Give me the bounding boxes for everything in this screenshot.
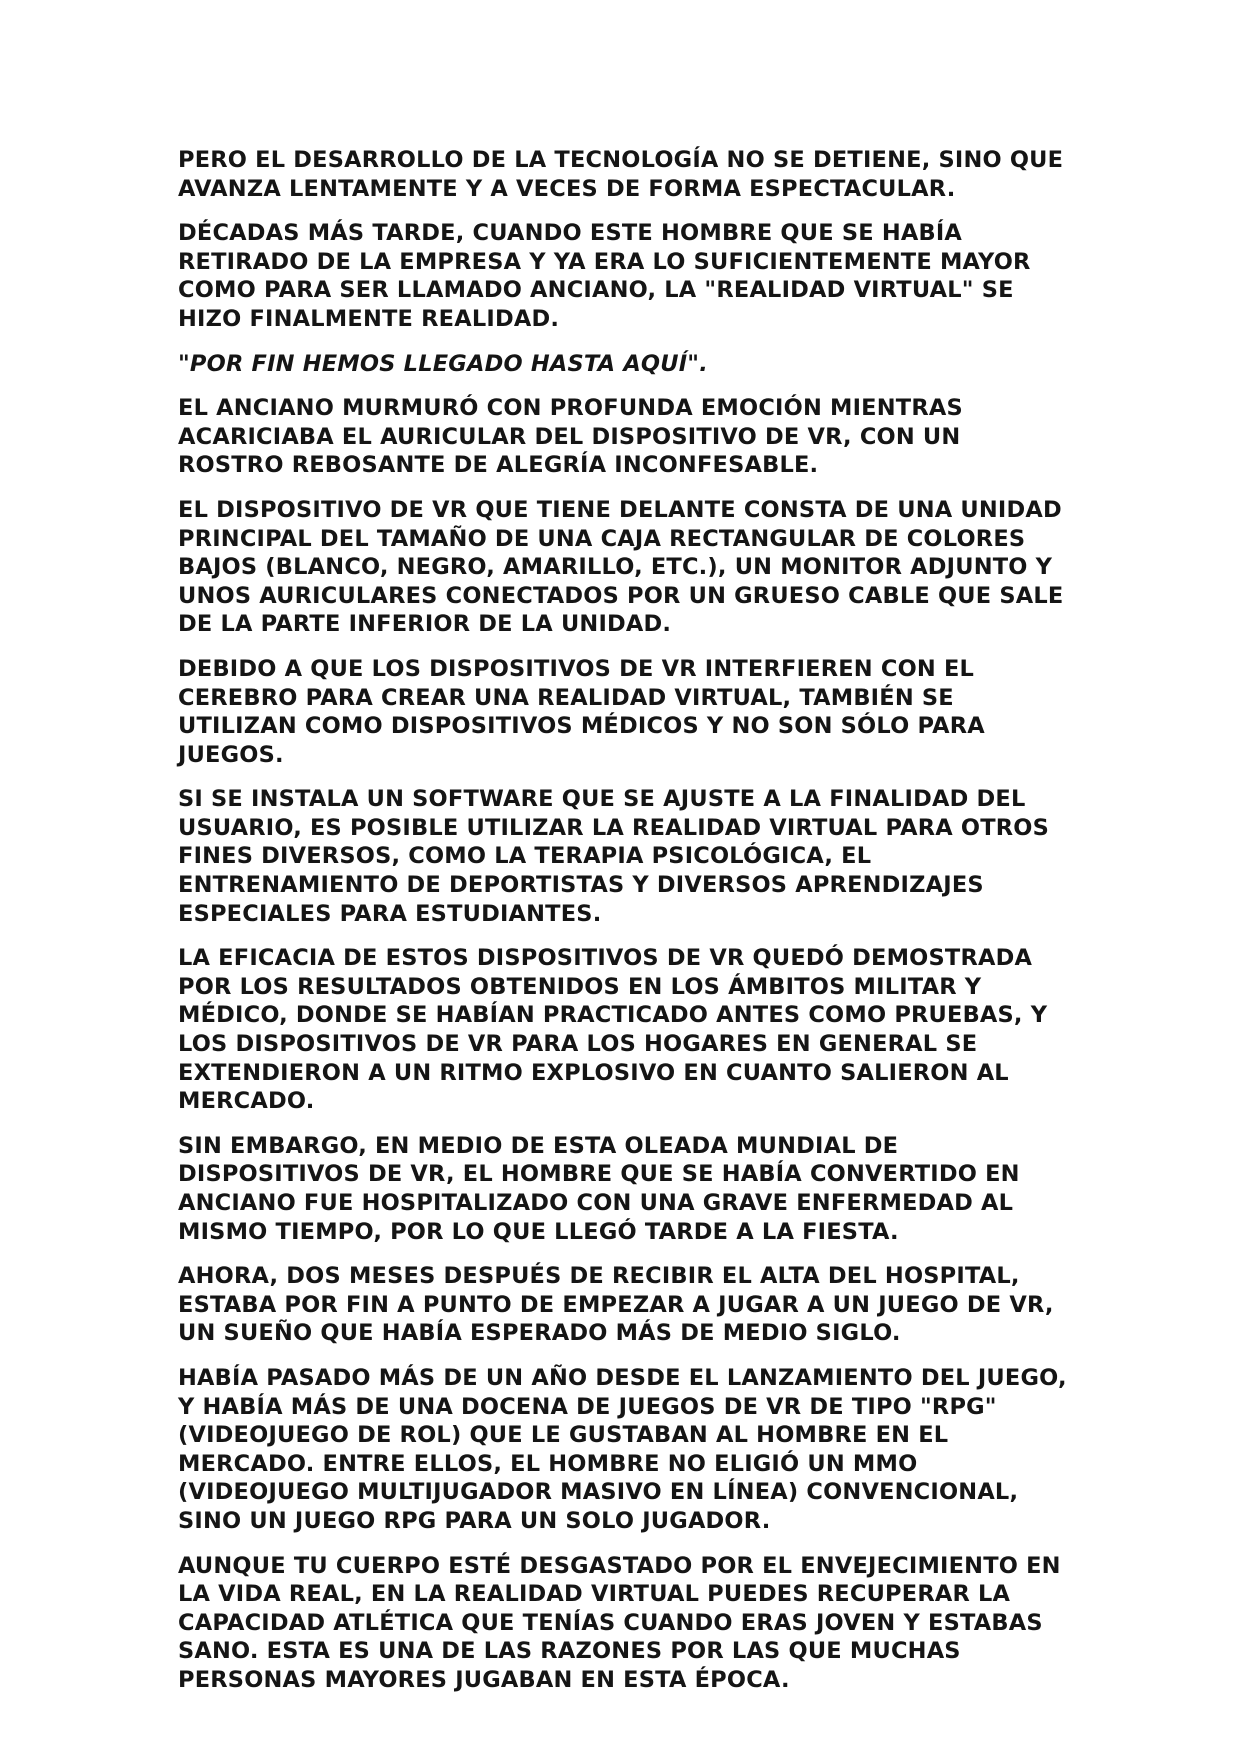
paragraph-7: SI SE INSTALA UN SOFTWARE QUE SE AJUSTE A LA FINALIDAD DEL USUARIO, ES POSIBLE UTILIZAR LA REALIDAD VIRTUAL PARA OTROS FINES DIVERSOS, COMO LA TERAPIA PSICOLÓGICA, EL ENTRENAMIENTO DE DEPORTISTAS Y DIVERSOS APRENDIZAJES ESPECIALES PARA ESTUDIANTES. [178,786,1050,927]
paragraph-8: LA EFICACIA DE ESTOS DISPOSITIVOS DE VR QUEDÓ DEMOSTRADA POR LOS RESULTADOS OBTENIDOS EN LOS ÁMBITOS MILITAR Y MÉDICO, DONDE SE HABÍAN PRACTICADO ANTES COMO PRUEBAS, Y LOS DISPOSITIVOS DE VR PARA LOS HOGARES EN GENERAL SE EXTENDIERON A UN RITMO EXPLOSIVO EN CUANTO SALIERON AL MERCADO. [178,945,1048,1115]
body-text [178,146,1073,1711]
paragraph-1: PERO EL DESARROLLO DE LA TECNOLOGÍA NO SE DETIENE, SINO QUE AVANZA LENTAMENTE Y A VECES DE FORMA ESPECTACULAR. [178,147,1064,202]
paragraph-3-quote: "POR FIN HEMOS LLEGADO HASTA AQUÍ". [178,350,708,377]
paragraph-6: DEBIDO A QUE LOS DISPOSITIVOS DE VR INTERFIEREN CON EL CEREBRO PARA CREAR UNA REALIDAD VIRTUAL, TAMBIÉN SE UTILIZAN COMO DISPOSITIVOS MÉDICOS Y NO SON SÓLO PARA JUEGOS. [178,655,985,768]
paragraph-5: EL DISPOSITIVO DE VR QUE TIENE DELANTE CONSTA DE UNA UNIDAD PRINCIPAL DEL TAMAÑO DE UNA CAJA RECTANGULAR DE COLORES BAJOS (BLANCO, NEGRO, AMARILLO, ETC.), UN MONITOR ADJUNTO Y UNOS AURICULARES CONECTADOS POR UN GRUESO CABLE QUE SALE DE LA PARTE INFERIOR DE LA UNIDAD. [178,496,1064,638]
paragraph-12: AUNQUE TU CUERPO ESTÉ DESGASTADO POR EL ENVEJECIMIENTO EN LA VIDA REAL, EN LA REALIDAD VIRTUAL PUEDES RECUPERAR LA CAPACIDAD ATLÉTICA QUE TENÍAS CUANDO ERAS JOVEN Y ESTABAS SANO. ESTA ES UNA DE LAS RAZONES POR LAS QUE MUCHAS PERSONAS MAYORES JUGABAN EN ESTA ÉPOCA. [178,1552,1061,1693]
paragraph-4: EL ANCIANO MURMURÓ CON PROFUNDA EMOCIÓN MIENTRAS ACARICIABA EL AURICULAR DEL DISPOSITIVO DE VR, CON UN ROSTRO REBOSANTE DE ALEGRÍA INCONFESABLE. [178,395,963,479]
paragraph-9: SIN EMBARGO, EN MEDIO DE ESTA OLEADA MUNDIAL DE DISPOSITIVOS DE VR, EL HOMBRE QUE SE HABÍA CONVERTIDO EN ANCIANO FUE HOSPITALIZADO CON UNA GRAVE ENFERMEDAD AL MISMO TIEMPO, POR LO QUE LLEGÓ TARDE A LA FIESTA. [178,1132,1020,1245]
paragraph-2: DÉCADAS MÁS TARDE, CUANDO ESTE HOMBRE QUE SE HABÍA RETIRADO DE LA EMPRESA Y YA ERA LO SUFICIENTEMENTE MAYOR COMO PARA SER LLAMADO ANCIANO, LA "REALIDAD VIRTUAL" SE HIZO FINALMENTE REALIDAD. [178,220,1031,332]
paragraph-10: AHORA, DOS MESES DESPUÉS DE RECIBIR EL ALTA DEL HOSPITAL, ESTABA POR FIN A PUNTO DE EMPEZAR A JUGAR A UN JUEGO DE VR, UN SUEÑO QUE HABÍA ESPERADO MÁS DE MEDIO SIGLO. [178,1263,1054,1347]
paragraph-11: HABÍA PASADO MÁS DE UN AÑO DESDE EL LANZAMIENTO DEL JUEGO, Y HABÍA MÁS DE UNA DOCENA DE JUEGOS DE VR DE TIPO "RPG" (VIDEOJUEGO DE ROL) QUE LE GUSTABAN AL HOMBRE EN EL MERCADO. ENTRE ELLOS, EL HOMBRE NO ELIGIÓ UN MMO (VIDEOJUEGO MULTIJUGADOR MASIVO EN LÍNEA) CONVENCIONAL, SINO UN JUEGO RPG PARA UN SOLO JUGADOR. [178,1364,1067,1534]
